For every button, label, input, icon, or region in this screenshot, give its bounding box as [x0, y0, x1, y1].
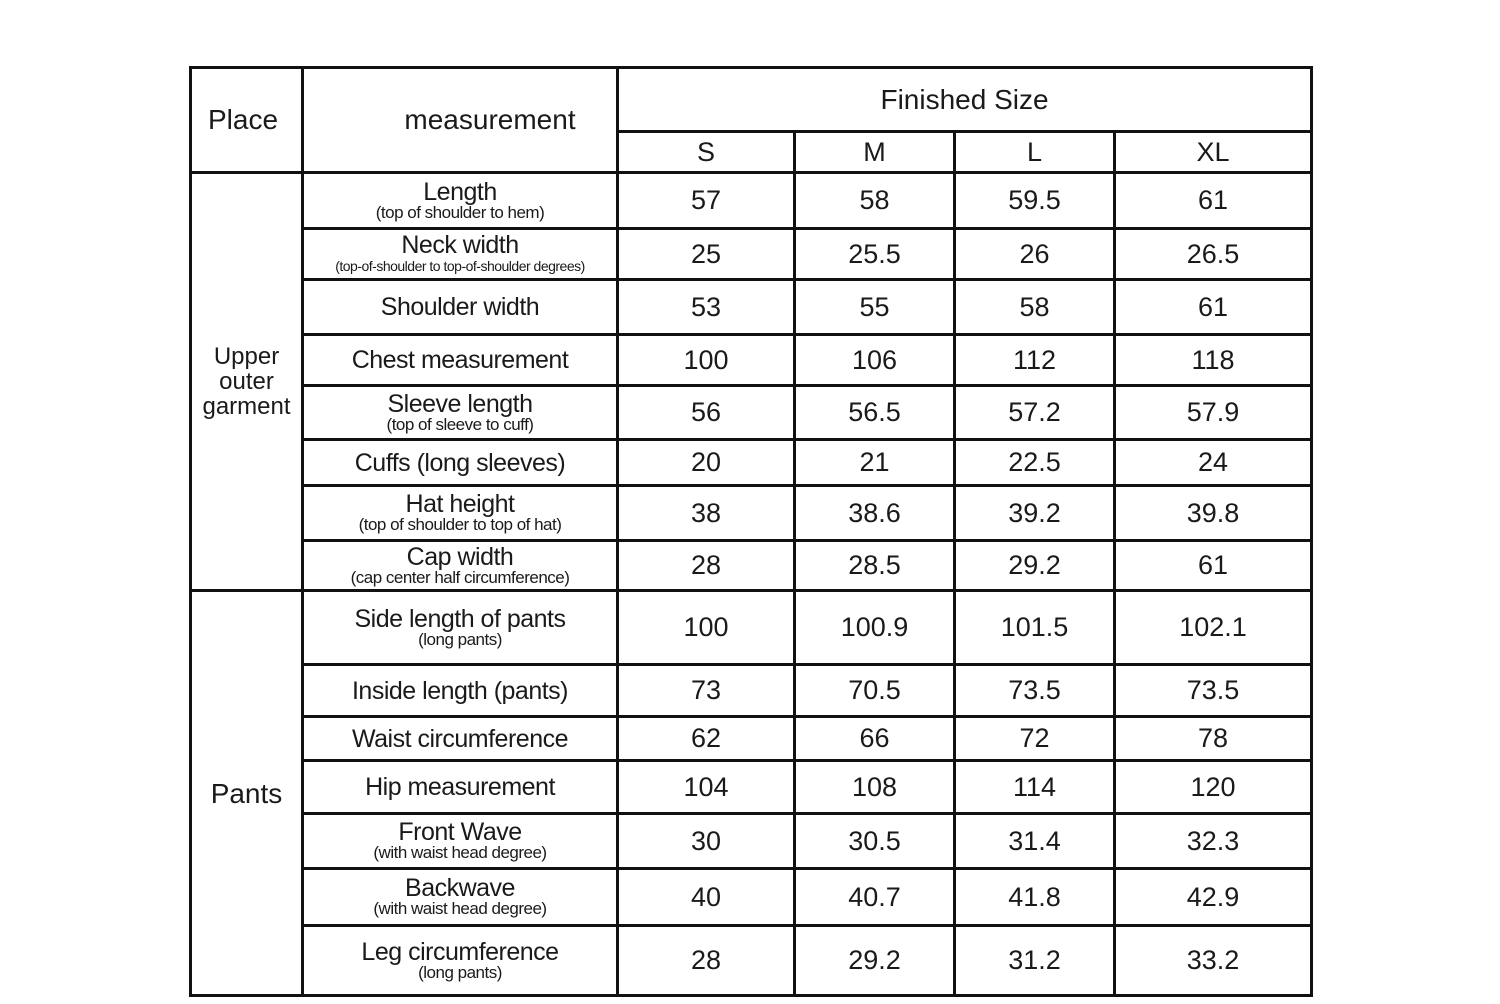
value-s: 25: [618, 229, 795, 280]
table-row: [191, 814, 1312, 869]
measurement-note: (top of shoulder to hem): [375, 202, 545, 222]
table-row: [191, 440, 1312, 486]
measurement-name: Hip measurement: [365, 773, 555, 801]
value-m: 55: [795, 280, 955, 335]
value-m: 108: [795, 761, 955, 814]
measurement-name: Neck width: [401, 231, 519, 259]
measurement-note: (top-of-shoulder to top-of-shoulder degrees): [335, 258, 585, 274]
value-m: 30.5: [795, 814, 955, 869]
value-m: 29.2: [795, 926, 955, 996]
value-m: 40.7: [795, 869, 955, 926]
value-xl: 33.2: [1115, 926, 1312, 996]
value-m: 21: [795, 440, 955, 486]
measurement-cell: [303, 386, 618, 440]
measurement-cell: [303, 173, 618, 229]
value-xl: 24: [1115, 440, 1312, 486]
value-xl: 26.5: [1115, 229, 1312, 280]
value-xl: 120: [1115, 761, 1312, 814]
measurement-note: (top of shoulder to top of hat): [358, 515, 562, 534]
value-xl: 39.8: [1115, 486, 1312, 541]
value-l: 59.5: [955, 173, 1115, 229]
value-xl: 118: [1115, 335, 1312, 386]
value-s: 73: [618, 665, 795, 717]
value-xl: 32.3: [1115, 814, 1312, 869]
value-xl: 102.1: [1115, 591, 1312, 665]
measurement-name: Front Wave: [398, 818, 522, 846]
measurement-name: Leg circumference: [361, 937, 559, 966]
value-m: 56.5: [795, 386, 955, 440]
measurement-cell: [303, 440, 618, 486]
value-m: 66: [795, 717, 955, 761]
header-finished-size: Finished Size: [618, 68, 1312, 132]
value-s: 40: [618, 869, 795, 926]
value-l: 112: [955, 335, 1115, 386]
table-row: [191, 335, 1312, 386]
table-row: [191, 541, 1312, 591]
measurement-cell: [303, 717, 618, 761]
value-s: 53: [618, 280, 795, 335]
measurement-note: (with waist head degree): [373, 899, 547, 918]
size-header-l: L: [955, 132, 1115, 173]
measurement-name: Waist circumference: [351, 724, 568, 753]
measurement-name: Cuffs (long sleeves): [354, 448, 566, 477]
measurement-cell: [303, 229, 618, 280]
place-pants: Pants: [191, 591, 303, 996]
table-row: [191, 173, 1312, 229]
value-l: 26: [955, 229, 1115, 280]
value-s: 57: [618, 173, 795, 229]
value-m: 100.9: [795, 591, 955, 665]
value-s: 104: [618, 761, 795, 814]
table-row: [191, 869, 1312, 926]
table-row: [191, 926, 1312, 996]
value-l: 29.2: [955, 541, 1115, 591]
value-m: 38.6: [795, 486, 955, 541]
value-xl: 61: [1115, 280, 1312, 335]
table-row: [191, 386, 1312, 440]
value-l: 31.4: [955, 814, 1115, 869]
table-row: [191, 761, 1312, 814]
measurement-cell: [303, 665, 618, 717]
value-s: 20: [618, 440, 795, 486]
measurement-name: Shoulder width: [380, 293, 540, 321]
value-xl: 57.9: [1115, 386, 1312, 440]
value-s: 38: [618, 486, 795, 541]
value-l: 58: [955, 280, 1115, 335]
value-m: 70.5: [795, 665, 955, 717]
measurement-note: (long pants): [418, 962, 502, 982]
value-m: 106: [795, 335, 955, 386]
value-l: 31.2: [955, 926, 1115, 996]
value-l: 101.5: [955, 591, 1115, 665]
size-header-s: S: [618, 132, 795, 173]
header-place: Place: [191, 68, 303, 173]
table-row: [191, 229, 1312, 280]
value-s: 28: [618, 926, 795, 996]
measurement-name: Sleeve length: [387, 389, 533, 418]
measurement-name: Side length of pants: [354, 604, 566, 633]
value-l: 72: [955, 717, 1115, 761]
value-m: 58: [795, 173, 955, 229]
value-m: 28.5: [795, 541, 955, 591]
value-l: 41.8: [955, 869, 1115, 926]
measurement-name: Hat height: [405, 490, 515, 518]
table-row: [191, 665, 1312, 717]
measurement-name: Inside length (pants): [351, 676, 569, 705]
measurement-note: (cap center half circumference): [350, 567, 570, 587]
measurement-cell: [303, 761, 618, 814]
size-header-m: M: [795, 132, 955, 173]
measurement-cell: [303, 280, 618, 335]
value-l: 57.2: [955, 386, 1115, 440]
table-row: [191, 717, 1312, 761]
table-row: [191, 486, 1312, 541]
value-s: 62: [618, 717, 795, 761]
measurement-cell: [303, 869, 618, 926]
value-l: 22.5: [955, 440, 1115, 486]
value-xl: 61: [1115, 173, 1312, 229]
measurement-cell: [303, 591, 618, 665]
size-chart-table: [189, 66, 1313, 997]
measurement-name: Cap width: [406, 542, 514, 571]
value-xl: 73.5: [1115, 665, 1312, 717]
measurement-cell: [303, 541, 618, 591]
measurement-cell: [303, 486, 618, 541]
measurement-cell: [303, 926, 618, 996]
measurement-note: (with waist head degree): [373, 843, 547, 862]
value-s: 28: [618, 541, 795, 591]
measurement-note: (top of sleeve to cuff): [386, 414, 534, 434]
value-s: 30: [618, 814, 795, 869]
value-l: 73.5: [955, 665, 1115, 717]
value-m: 25.5: [795, 229, 955, 280]
size-header-xl: XL: [1115, 132, 1312, 173]
value-s: 56: [618, 386, 795, 440]
table-row: [191, 280, 1312, 335]
measurement-name: Backwave: [405, 874, 515, 902]
measurement-name: Chest measurement: [351, 346, 569, 374]
measurement-cell: [303, 335, 618, 386]
measurement-name: Length: [423, 177, 497, 206]
value-s: 100: [618, 335, 795, 386]
table-row: [191, 591, 1312, 665]
value-s: 100: [618, 591, 795, 665]
header-measurement: measurement: [303, 68, 618, 173]
measurement-cell: [303, 814, 618, 869]
value-l: 39.2: [955, 486, 1115, 541]
value-l: 114: [955, 761, 1115, 814]
value-xl: 78: [1115, 717, 1312, 761]
measurement-note: (long pants): [418, 629, 502, 649]
value-xl: 61: [1115, 541, 1312, 591]
value-xl: 42.9: [1115, 869, 1312, 926]
place-upper-outer-garment: Upper outer garment: [191, 173, 303, 591]
